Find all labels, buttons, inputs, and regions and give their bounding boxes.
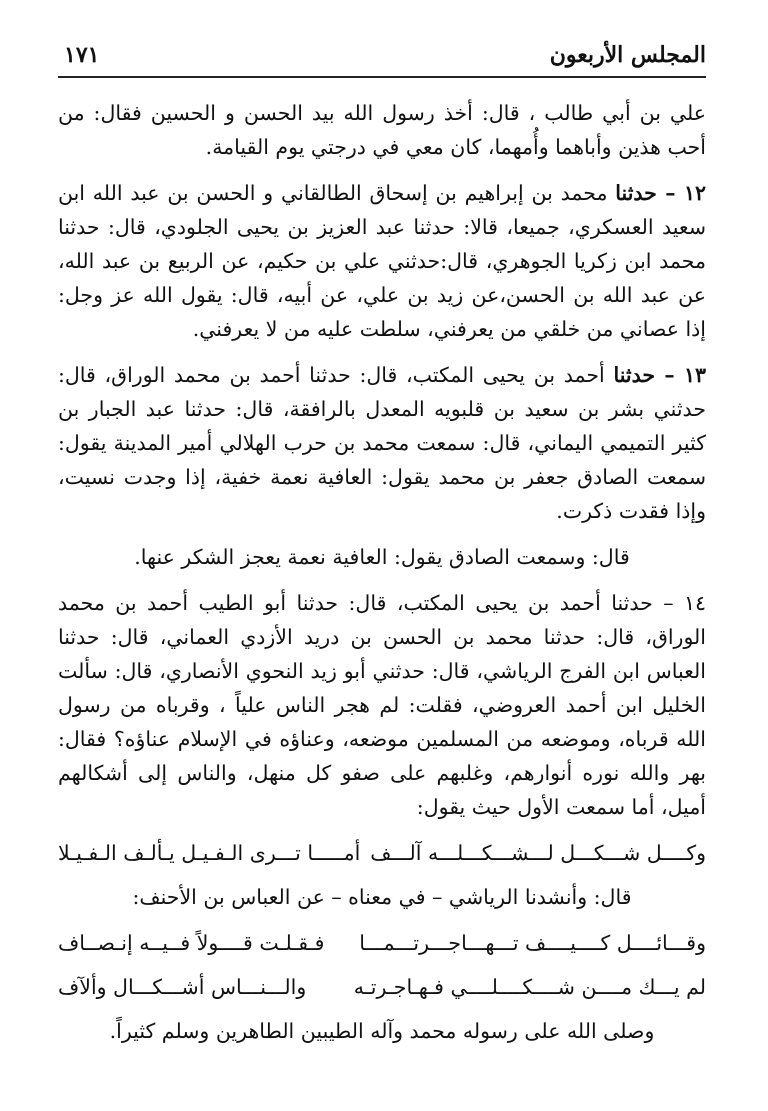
hadith-12 bbox=[58, 176, 706, 346]
verse-second-hemistich: والـــنـــاس أشـــكـــال وألآف bbox=[58, 975, 307, 999]
paragraph: قال: وأنشدنا الرياشي – في معناه – عن العباس بن الأحنف: bbox=[132, 885, 632, 909]
paragraph: قال: وسمعت الصادق يقول: العافية نعمة يعجز الشكر عنها. bbox=[134, 545, 630, 569]
verse-second-hemistich: أمـــــا تـــرى الـفـيـل يـألـف الـفـيـلا bbox=[58, 841, 361, 865]
hadith-14: ١٤ – حدثنا أحمد بن يحيى المكتب، قال: حدثنا أبو الطيب أحمد بن محمد الوراق، قال: حدثنا محمد بن الحسن بن دريد الأزدي العماني، قال: حدثنا العباس ابن الفرج الرياشي، قال: حدثني أبو زيد النحوي الأنصاري، قال: سألت الخليل ابن أحمد العروضي، فقلت: لم هجر الناس علياً ، وقرباه من رسول الله قرباه، وموضعه من المسلمين موضعه، وعناؤه في الإسلام عناؤه؟ فقال: بهر والله نوره أنوارهم، وغلبهم على صفو كل منهل، والناس إلى أشكالهم أميل، أما سمعت الأول حيث يقول: bbox=[58, 591, 706, 819]
verse-first-hemistich: لم يـــك مــــن شــــكــــلــــي فـهـاجـرتـه bbox=[353, 975, 706, 999]
poem-verse bbox=[58, 836, 706, 870]
verse-first-hemistich: وقـــائــــل كــــيــــف تـــهـــاجـــرتـــمـــا bbox=[359, 931, 706, 955]
closing-paragraph: وصلى الله على رسوله محمد وآله الطيبين الطاهرين وسلم كثيراً. bbox=[109, 1019, 655, 1043]
poem-verse bbox=[58, 970, 706, 1004]
hadith-text: محمد بن إبراهيم بن إسحاق الطالقاني و الحسن بن عبد الله ابن سعيد العسكري، جميعا، قالا: حدثنا عبد العزيز بن يحيى الجلودي، قال: حدثنا محمد ابن زكريا الجوهري، قال:حدثني علي بن حكيم، عن الربيع بن عبد الله، عن عبد الله بن الحسن،عن زيد بن علي، عن أبيه، قال: يقول الله عز وجل: إذا عصاني من خلقي من يعرفني، سلطت عليه من لا يعرفني. bbox=[58, 181, 706, 341]
paragraph: علي بن أبي طالب ، قال: أخذ رسول الله بيد الحسن و الحسين فقال: من أحب هذين وأباهما وأُمهما، كان معي في درجتي يوم القيامة. bbox=[58, 101, 706, 159]
hadith-13 bbox=[58, 358, 706, 528]
page-number: ١٧١ bbox=[64, 42, 100, 68]
hadith-number: ١٢ – حدثنا bbox=[615, 181, 706, 205]
verse-second-hemistich: فـقـلـت قــــولاً فــيــه إنـصــاف bbox=[58, 931, 325, 955]
chapter-title: المجلس الأربعون bbox=[549, 42, 706, 68]
verse-first-hemistich: وكــــل شـــكـــل لـــشـــكـــلـــه آلـــف bbox=[370, 841, 706, 865]
hadith-number: ١٣ – حدثنا bbox=[613, 363, 706, 387]
hadith-text: أحمد بن يحيى المكتب، قال: حدثنا أحمد بن محمد الوراق، قال: حدثني بشر بن سعيد بن قلبويه المعدل بالرافقة، قال: حدثنا عبد الجبار بن كثير التميمي اليماني، قال: سمعت محمد بن حرب الهلالي أمير المدينة يقول: سمعت الصادق جعفر بن محمد يقول: العافية نعمة خفية، إذا وجدت نسيت، وإذا فقدت ذكرت. bbox=[58, 363, 706, 523]
poem-verse bbox=[58, 926, 706, 960]
page-header bbox=[58, 40, 706, 78]
page-body bbox=[58, 96, 706, 1060]
